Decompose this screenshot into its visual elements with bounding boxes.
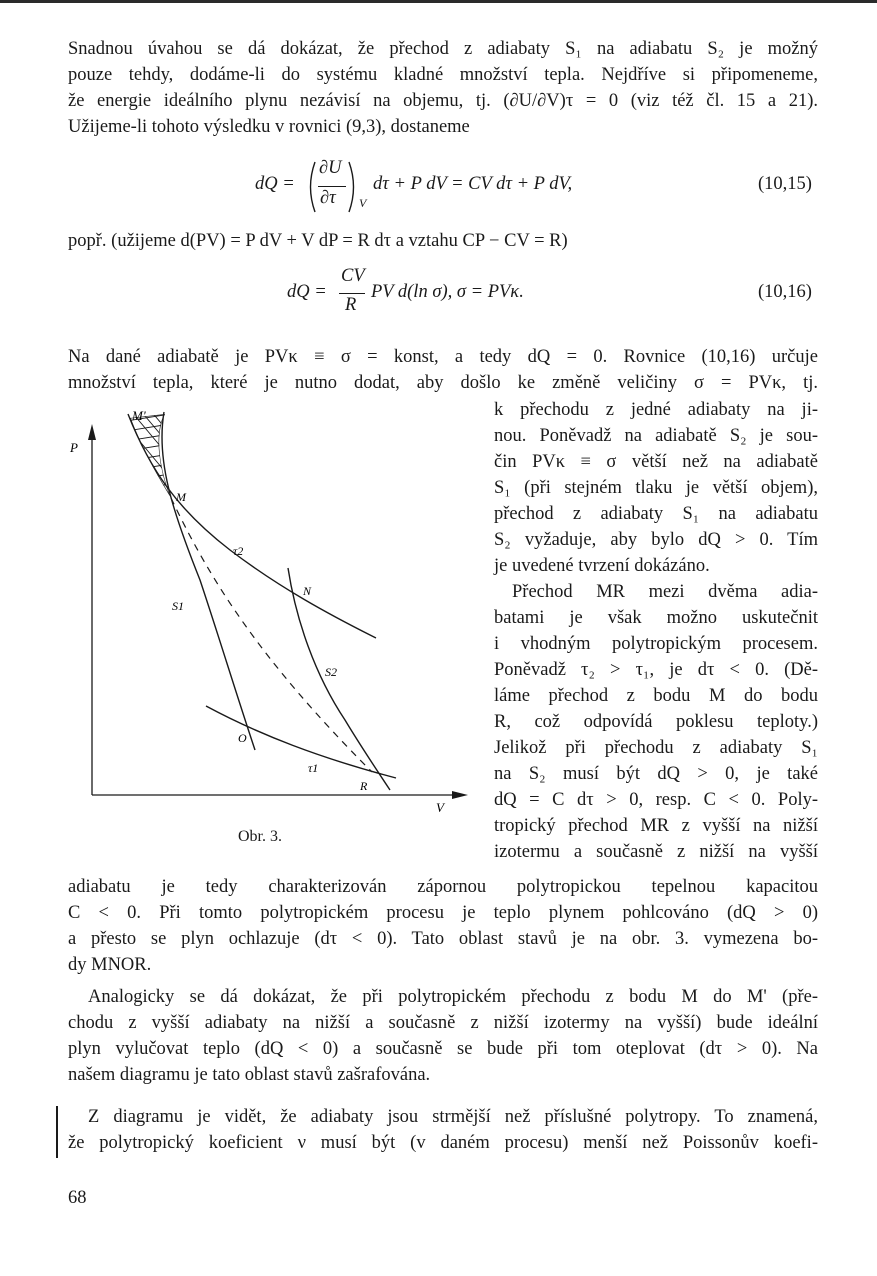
paragraph-3: adiabatu je tedy charakterizován zápornou polytropickou tepelnou kapacitou C < 0. Při tomto polytropickém procesu je teplo plynem pohlcováno (dQ > 0) a přesto se plyn ochlazuje (dτ < 0). Tato oblast stavů je na obr. 3. vymezena bo- dy MNOR. [68,877,818,975]
right-column-text: k přechodu z jedné adiabaty na ji- nou. Poněvadž na adiabatě S₂ je sou- čin PVκ ≡ σ větší než na adiabatě S₁ (při stejném tlaku je větší objem), přechod z adiabaty S₁ na adiabatu S₂ vyžaduje, aby bylo dQ > 0. Tím je uvedené tvrzení dokázáno. Přechod MR mezi dvěma adia- batami je však možno uskutečnit i vhodným polytropickým procesem. Poněvadž τ₂ > τ₁, je dτ < 0. (Dě- láme přechod z bodu M do bodu R, což odpovídá poklesu teploty.) Jelikož při přechodu z adiabaty S₁ na S₂ musí být dQ > 0, je také dQ = C dτ > 0, resp. C < 0. Poly- tropický přechod MR z vyšší na nižší izotermu a současně z nižší na vyšší [494,400,818,862]
intro-line-1: Snadnou úvahou se dá dokázat, že přechod z adiabaty S₁ na adiabatu S₂ je možný [68,39,818,59]
eq1-paren-left [305,160,317,214]
intro-line-4: Užijeme-li tohoto výsledku v rovnici (9,3), dostaneme [68,117,470,137]
eq2-rhs: PV d(ln σ), σ = PVκ. [371,282,524,302]
equation-number-10-15: (10,15) [758,174,812,194]
label-r: R [360,779,368,793]
intro-line-3: že energie ideálního plynu nezávisí na objemu, tj. (∂U/∂V)τ = 0 (viz též čl. 15 a 21). [68,91,818,111]
label-o: O [238,731,247,745]
para2-line-1: Na dané adiabatě je PVκ ≡ σ = konst, a tedy dQ = 0. Rovnice (10,16) určuje [68,347,818,367]
adiabat-s2-curve [288,568,390,790]
label-v: V [436,800,444,815]
v-axis-arrow [452,791,468,799]
paragraph-2 [68,344,818,396]
label-s2: S2 [325,665,337,679]
label-n: N [303,584,312,598]
polytrope-mr-dashed [171,498,372,772]
eq2-fraction-denominator: R [345,295,357,315]
isotherm-tau2-curve [128,414,376,638]
label-tau1: τ1 [308,761,319,775]
label-p: P [70,440,78,455]
intro-paragraph [68,36,818,140]
eq1-rhs: dτ + P dV = CV dτ + P dV, [373,174,573,194]
eq2-lhs: dQ = [287,282,327,302]
eq2-fraction-bar [339,293,365,294]
eq2-fraction-numerator: CV [341,266,365,286]
eq1-paren-right [347,160,359,214]
label-s1: S1 [172,599,184,613]
label-m-prime: M' [132,408,146,423]
paragraph-5: Z diagramu je vidět, že adiabaty jsou strmější než příslušné polytropy. To znamená, že polytropický koeficient ν musí být (v daném procesu) menší než Poissonův koefi- [68,1107,818,1153]
intro-line-2: pouze tehdy, dodáme-li do systému kladné množství tepla. Nejdříve si připomeneme, [68,65,818,85]
mid-line: popř. (užijeme d(PV) = P dV + V dP = R dτ a vztahu CP − CV = R) [68,231,568,251]
adiabat-s1-curve [162,412,255,750]
page-number: 68 [68,1188,87,1208]
isotherm-tau1-curve [206,706,396,778]
label-tau2: τ2 [233,544,244,558]
para2-line-2: množství tepla, které je nutno dodat, aby došlo ke změně veličiny σ = PVκ, tj. [68,373,818,393]
figure-3-pv-diagram [60,400,480,820]
paragraph-4: Analogicky se dá dokázat, že při polytropickém přechodu z bodu M do M' (pře- chodu z vyšší adiabaty na nižší a současně z nižší izotermy na vyšší) bude ideální plyn vylučovat teplo (dQ < 0) a současně se bude při tom oteplovat (dτ > 0). Na našem diagramu je tato oblast stavů zašrafována. [68,987,818,1085]
figure-caption: Obr. 3. [238,828,282,845]
eq1-fraction-bar [318,186,346,187]
equation-number-10-16: (10,16) [758,282,812,302]
scan-top-edge [0,0,877,3]
p-axis-arrow [88,424,96,440]
margin-change-bar [56,1106,58,1158]
eq1-subscript: V [359,196,367,210]
label-m: M [176,490,186,504]
eq1-lhs: dQ = [255,174,295,194]
eq1-fraction-numerator: ∂U [319,158,342,178]
eq1-fraction-denominator: ∂τ [320,188,336,208]
